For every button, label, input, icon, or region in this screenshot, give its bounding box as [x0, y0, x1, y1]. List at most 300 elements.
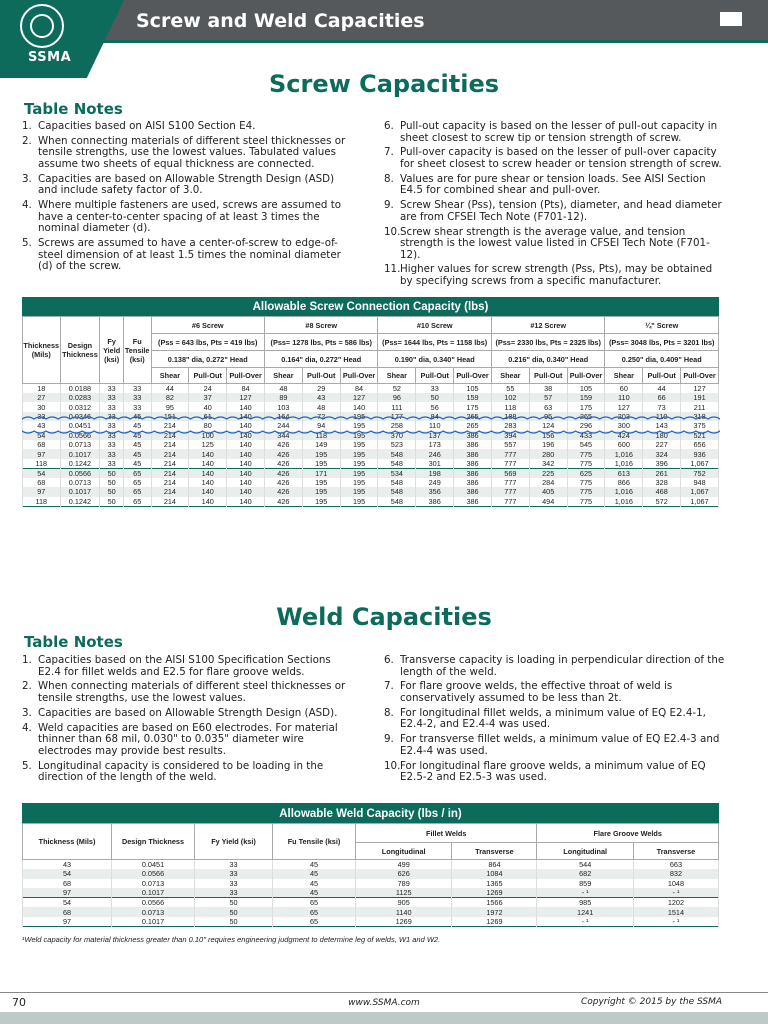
- screw-dims-header: 0.216" dia, 0.340" Head: [491, 351, 604, 368]
- table-cell: 33: [100, 412, 124, 421]
- sub-col-header: Pull-Over: [681, 368, 719, 384]
- table-cell: 214: [151, 421, 189, 430]
- table-cell: 149: [302, 440, 340, 449]
- table-cell: 214: [151, 459, 189, 469]
- note-text: Longitudinal capacity is considered to be loading in the direction of the length of the weld.: [38, 759, 324, 784]
- table-cell: 280: [529, 449, 567, 458]
- table-cell: 66: [643, 393, 681, 402]
- table-cell: 985: [537, 898, 633, 908]
- note-item: [22, 200, 354, 235]
- table-row: [23, 487, 719, 496]
- note-number: 4.: [22, 721, 32, 734]
- sub-col-header: Pull-Out: [302, 368, 340, 384]
- table-cell: 45: [123, 440, 151, 449]
- table-cell: 44: [643, 384, 681, 394]
- note-number: 2.: [22, 134, 32, 147]
- table-cell: 1241: [537, 907, 633, 917]
- note-number: 2.: [22, 680, 32, 693]
- table-cell: 72: [302, 412, 340, 421]
- table-cell: 55: [491, 384, 529, 394]
- table-cell: 196: [529, 440, 567, 449]
- table-cell: 386: [454, 431, 492, 440]
- note-text: For longitudinal flare groove welds, a minimum value of EQ E2.5-2 and E2.5-3 was used.: [400, 759, 706, 784]
- screw-size-header: #12 Screw: [491, 317, 604, 334]
- note-text: For transverse fillet welds, a minimum value of EQ E2.4-3 and E2.4-4 was used.: [400, 733, 720, 757]
- note-item: [22, 708, 354, 720]
- note-item: [384, 734, 726, 757]
- table-cell: 572: [643, 497, 681, 507]
- table-cell: 0.0713: [112, 879, 195, 889]
- screw-dims-header: 0.250" dia, 0.409" Head: [605, 351, 719, 368]
- table-cell: 73: [643, 402, 681, 411]
- table-cell: 33: [195, 879, 273, 889]
- table-cell: 180: [643, 431, 681, 440]
- table-cell: 1365: [452, 879, 537, 889]
- note-text: When connecting materials of different steel thicknesses or tensile strengths, use the lowest values. Tabulated values assume two sheets of equal thickness are connected.: [38, 134, 346, 170]
- sub-col-header: Transverse: [452, 843, 537, 860]
- table-cell: 656: [681, 440, 719, 449]
- table-cell: 140: [189, 478, 227, 487]
- table-cell: 45: [123, 431, 151, 440]
- sub-col-header: Pull-Over: [567, 368, 605, 384]
- table-cell: 95: [529, 412, 567, 421]
- table-cell: 188: [491, 412, 529, 421]
- table-row: [23, 393, 719, 402]
- table-cell: 45: [273, 879, 356, 889]
- table-cell: 45: [273, 869, 356, 879]
- table-cell: 777: [491, 497, 529, 507]
- table-cell: 45: [273, 888, 356, 898]
- note-text: Capacities are based on Allowable Strength Design (ASD).: [38, 706, 338, 719]
- section-title: Screw and Weld Capacities: [136, 10, 425, 32]
- table-cell: 140: [189, 487, 227, 496]
- table-cell: 65: [123, 497, 151, 507]
- table-cell: 195: [302, 478, 340, 487]
- table-cell: 195: [340, 412, 378, 421]
- logo-text: SSMA: [28, 50, 72, 65]
- table-row: [23, 431, 719, 440]
- table-row: [23, 497, 719, 507]
- table-cell: 424: [605, 431, 643, 440]
- table-cell: 33: [195, 860, 273, 870]
- table-cell: 1084: [452, 869, 537, 879]
- note-item: [384, 174, 726, 197]
- table-cell: 118: [23, 497, 61, 507]
- table-cell: 866: [605, 478, 643, 487]
- table-cell: 118: [491, 402, 529, 411]
- table-cell: 84: [340, 384, 378, 394]
- table-cell: 110: [605, 393, 643, 402]
- weld-notes-right: [384, 655, 726, 787]
- table-cell: 56: [416, 402, 454, 411]
- note-item: [384, 708, 726, 731]
- table-cell: 195: [340, 468, 378, 478]
- sub-col-header: Shear: [491, 368, 529, 384]
- table-cell: 1,067: [681, 497, 719, 507]
- table-cell: 33: [123, 402, 151, 411]
- table-cell: 261: [643, 468, 681, 478]
- table-cell: 60: [605, 384, 643, 394]
- table-cell: 752: [681, 468, 719, 478]
- table-row: [23, 869, 719, 879]
- table-cell: 468: [643, 487, 681, 496]
- table-cell: 1048: [633, 879, 718, 889]
- table-cell: 569: [491, 468, 529, 478]
- note-text: Capacities are based on Allowable Strength Design (ASD) and include safety factor of 3.0.: [38, 172, 335, 197]
- table-cell: 195: [302, 459, 340, 469]
- table-cell: 33: [100, 440, 124, 449]
- sub-col-header: Shear: [605, 368, 643, 384]
- table-cell: 214: [151, 487, 189, 496]
- table-cell: 318: [681, 412, 719, 421]
- table-cell: 777: [491, 449, 529, 458]
- table-cell: 214: [151, 431, 189, 440]
- table-cell: 356: [416, 487, 454, 496]
- table-cell: 265: [454, 421, 492, 430]
- screw-dims-header: 0.190" dia, 0.340" Head: [378, 351, 491, 368]
- note-item: [22, 238, 354, 273]
- table-cell: 54: [23, 869, 112, 879]
- table-cell: 265: [567, 412, 605, 421]
- table-cell: 859: [537, 879, 633, 889]
- table-cell: 33: [100, 449, 124, 458]
- table-cell: 105: [454, 384, 492, 394]
- note-number: 8.: [384, 706, 394, 719]
- note-number: 3.: [22, 706, 32, 719]
- table-cell: 175: [567, 402, 605, 411]
- table-cell: 61: [189, 412, 227, 421]
- weld-table-caption: Allowable Weld Capacity (lbs / in): [23, 804, 719, 824]
- table-cell: 45: [273, 860, 356, 870]
- sub-col-header: Shear: [378, 368, 416, 384]
- table-cell: 426: [264, 440, 302, 449]
- table-cell: 143: [643, 421, 681, 430]
- header-tab-marker: [720, 12, 742, 26]
- table-cell: 534: [378, 468, 416, 478]
- note-number: 9.: [384, 733, 394, 746]
- table-cell: 1140: [356, 907, 452, 917]
- table-cell: 43: [23, 421, 61, 430]
- note-number: 5.: [22, 759, 32, 772]
- table-cell: 127: [681, 384, 719, 394]
- table-cell: 65: [273, 917, 356, 927]
- table-cell: 140: [227, 487, 265, 496]
- table-cell: 50: [195, 898, 273, 908]
- table-cell: 33: [416, 384, 454, 394]
- table-cell: 832: [633, 869, 718, 879]
- table-cell: 65: [273, 907, 356, 917]
- table-cell: 214: [151, 468, 189, 478]
- note-item: [384, 147, 726, 170]
- table-cell: 48: [264, 384, 302, 394]
- note-text: Transverse capacity is loading in perpendicular direction of the length of the weld.: [400, 654, 725, 678]
- table-row: [23, 440, 719, 449]
- table-cell: 173: [416, 440, 454, 449]
- col-thickness: Thickness (Mils): [23, 824, 112, 860]
- note-number: 6.: [384, 120, 394, 132]
- table-cell: 433: [567, 431, 605, 440]
- table-cell: 1514: [633, 907, 718, 917]
- table-cell: 140: [227, 459, 265, 469]
- table-cell: 0.0713: [112, 907, 195, 917]
- table-cell: 33: [123, 384, 151, 394]
- table-cell: 84: [227, 384, 265, 394]
- note-text: For longitudinal fillet welds, a minimum value of EQ E2.4-1, E2.4-2, and E2.4-4 was used.: [400, 706, 706, 731]
- table-cell: 775: [567, 459, 605, 469]
- table-cell: 1,016: [605, 497, 643, 507]
- table-cell: 124: [529, 421, 567, 430]
- screw-strength-header: (Pss= 1644 lbs, Pts = 1158 lbs): [378, 334, 491, 351]
- note-item: [22, 174, 354, 197]
- table-row: [23, 917, 719, 927]
- table-cell: 1202: [633, 898, 718, 908]
- note-item: [22, 761, 354, 784]
- table-cell: 43: [302, 393, 340, 402]
- footer-url: www.SSMA.com: [348, 998, 420, 1008]
- table-cell: 249: [416, 478, 454, 487]
- note-text: Pull-over capacity is based on the lesser of pull-over capacity for sheet closest to screw header or tension strength of screw.: [400, 146, 722, 170]
- table-cell: 0.0566: [112, 898, 195, 908]
- table-cell: 426: [264, 478, 302, 487]
- screw-strength-header: (Pss= 2330 lbs, Pts = 2325 lbs): [491, 334, 604, 351]
- table-cell: 1566: [452, 898, 537, 908]
- table-cell: 544: [537, 860, 633, 870]
- table-cell: 68: [23, 907, 112, 917]
- table-cell: 125: [189, 440, 227, 449]
- sub-col-header: Pull-Over: [227, 368, 265, 384]
- table-cell: 94: [302, 421, 340, 430]
- table-cell: 137: [416, 431, 454, 440]
- table-cell: 296: [567, 421, 605, 430]
- note-text: For flare groove welds, the effective throat of weld is conservatively assumed to be less than 2t.: [400, 680, 673, 704]
- table-cell: 0.0566: [112, 869, 195, 879]
- table-row: [23, 478, 719, 487]
- table-cell: 244: [264, 421, 302, 430]
- screw-capacity-table: [22, 297, 719, 507]
- table-cell: 0.0451: [112, 860, 195, 870]
- table-cell: 38: [529, 384, 567, 394]
- col-fy: Fy Yield (ksi): [195, 824, 273, 860]
- screw-size-header: #8 Screw: [264, 317, 377, 334]
- table-cell: 95: [151, 402, 189, 411]
- sub-col-header: Shear: [264, 368, 302, 384]
- table-cell: 1,016: [605, 449, 643, 458]
- table-cell: 96: [378, 393, 416, 402]
- table-cell: 214: [151, 449, 189, 458]
- note-text: When connecting materials of different steel thicknesses or tensile strengths, use the lowest values.: [38, 680, 346, 704]
- table-row: [23, 412, 719, 421]
- table-cell: 227: [643, 440, 681, 449]
- col-fy: Fy Yield (ksi): [100, 317, 124, 384]
- table-row: [23, 860, 719, 870]
- table-cell: 140: [227, 497, 265, 507]
- table-cell: - ¹: [633, 917, 718, 927]
- table-cell: 50: [195, 917, 273, 927]
- sub-col-header: Pull-Out: [643, 368, 681, 384]
- note-number: 3.: [22, 172, 32, 185]
- table-cell: 548: [378, 487, 416, 496]
- note-item: [22, 723, 354, 758]
- table-cell: 1,067: [681, 487, 719, 496]
- weld-notes-left: [22, 655, 354, 787]
- table-cell: 89: [264, 393, 302, 402]
- table-cell: 386: [454, 440, 492, 449]
- table-cell: 45: [123, 421, 151, 430]
- table-cell: 54: [23, 898, 112, 908]
- note-number: 10.: [384, 759, 401, 772]
- table-cell: - ¹: [633, 888, 718, 898]
- table-cell: 494: [529, 497, 567, 507]
- note-item: [384, 681, 726, 704]
- table-cell: 48: [302, 402, 340, 411]
- col-fu: Fu Tensile (ksi): [123, 317, 151, 384]
- note-number: 5.: [22, 237, 32, 250]
- table-cell: 195: [340, 421, 378, 430]
- table-row: [23, 384, 719, 394]
- table-cell: 171: [302, 468, 340, 478]
- table-cell: 548: [378, 459, 416, 469]
- page-footer: [0, 992, 768, 1024]
- note-text: Screw Shear (Pss), tension (Pts), diameter, and head diameter are from CFSEI Tech Note (F701-12).: [400, 199, 722, 223]
- table-cell: 140: [227, 421, 265, 430]
- table-cell: 214: [151, 478, 189, 487]
- table-cell: 50: [100, 497, 124, 507]
- table-cell: 777: [491, 487, 529, 496]
- table-cell: 426: [264, 487, 302, 496]
- table-cell: 195: [340, 487, 378, 496]
- screw-table-caption: Allowable Screw Connection Capacity (lbs): [23, 298, 719, 317]
- note-item: [22, 681, 354, 704]
- table-cell: 68: [23, 440, 61, 449]
- table-cell: 548: [378, 449, 416, 458]
- table-cell: 1,016: [605, 459, 643, 469]
- footer-band: [0, 1012, 768, 1024]
- note-number: 6.: [384, 654, 394, 666]
- screw-strength-header: (Pss= 3048 lbs, Pts = 3201 lbs): [605, 334, 719, 351]
- table-cell: 30: [23, 402, 61, 411]
- table-cell: 65: [273, 898, 356, 908]
- table-cell: 33: [100, 393, 124, 402]
- table-cell: 191: [681, 393, 719, 402]
- table-cell: 50: [195, 907, 273, 917]
- table-cell: 0.1242: [60, 459, 100, 469]
- table-cell: 203: [605, 412, 643, 421]
- table-cell: 1,016: [605, 487, 643, 496]
- table-cell: 386: [454, 459, 492, 469]
- table-cell: 127: [227, 393, 265, 402]
- table-cell: 613: [605, 468, 643, 478]
- table-cell: 682: [537, 869, 633, 879]
- table-cell: 33: [100, 431, 124, 440]
- table-cell: 777: [491, 478, 529, 487]
- table-cell: 328: [643, 478, 681, 487]
- table-cell: 52: [378, 384, 416, 394]
- table-cell: 140: [189, 497, 227, 507]
- screw-strength-header: (Pss = 643 lbs, Pts = 419 lbs): [151, 334, 264, 351]
- table-cell: 140: [227, 412, 265, 421]
- screw-size-header: ¼" Screw: [605, 317, 719, 334]
- table-cell: 65: [123, 478, 151, 487]
- sub-col-header: Pull-Over: [340, 368, 378, 384]
- table-cell: 110: [416, 421, 454, 430]
- table-cell: 426: [264, 468, 302, 478]
- fillet-welds-header: Fillet Welds: [356, 824, 537, 843]
- table-cell: 45: [123, 449, 151, 458]
- table-cell: 80: [189, 421, 227, 430]
- table-cell: 0.1242: [60, 497, 100, 507]
- table-cell: 301: [416, 459, 454, 469]
- table-cell: 156: [529, 431, 567, 440]
- note-number: 4.: [22, 199, 32, 212]
- table-row: [23, 907, 719, 917]
- table-cell: 396: [643, 459, 681, 469]
- table-cell: 905: [356, 898, 452, 908]
- table-cell: 37: [189, 393, 227, 402]
- table-cell: 0.0713: [60, 478, 100, 487]
- table-cell: 33: [195, 869, 273, 879]
- table-cell: 386: [454, 497, 492, 507]
- table-cell: 548: [378, 497, 416, 507]
- note-number: 1.: [22, 654, 32, 666]
- note-number: 9.: [384, 199, 394, 212]
- table-cell: 214: [151, 497, 189, 507]
- header-accent-line: [0, 40, 768, 43]
- table-cell: 195: [302, 487, 340, 496]
- table-cell: 523: [378, 440, 416, 449]
- note-text: Capacities based on the AISI S100 Specification Sections E2.4 for fillet welds and E2.5 for flare groove welds.: [38, 654, 331, 678]
- table-cell: 1269: [452, 888, 537, 898]
- table-cell: 386: [416, 497, 454, 507]
- ssma-emblem-icon: [20, 4, 64, 48]
- note-text: Screws are assumed to have a center-of-screw to edge-of-steel dimension of at least 1.5 times the nominal diameter (d) of the screw.: [38, 237, 341, 273]
- table-cell: 110: [643, 412, 681, 421]
- table-cell: 33: [23, 412, 61, 421]
- table-cell: 0.1017: [112, 888, 195, 898]
- table-cell: 777: [491, 459, 529, 469]
- table-cell: 1972: [452, 907, 537, 917]
- col-fu: Fu Tensile (ksi): [273, 824, 356, 860]
- table-cell: 225: [529, 468, 567, 478]
- table-cell: 789: [356, 879, 452, 889]
- table-cell: 548: [378, 478, 416, 487]
- table-cell: 775: [567, 478, 605, 487]
- col-design-thickness: Design Thickness: [60, 317, 100, 384]
- table-cell: 864: [452, 860, 537, 870]
- table-cell: 375: [681, 421, 719, 430]
- note-item: [384, 121, 726, 144]
- table-cell: 386: [454, 487, 492, 496]
- table-row: [23, 898, 719, 908]
- table-row: [23, 888, 719, 898]
- sub-col-header: Longitudinal: [356, 843, 452, 860]
- note-text: Higher values for screw strength (Pss, Pts), may be obtained by specifying screws from a specific manufacturer.: [400, 263, 713, 288]
- sub-col-header: Transverse: [633, 843, 718, 860]
- table-cell: - ¹: [537, 917, 633, 927]
- table-cell: 140: [227, 468, 265, 478]
- table-cell: 195: [340, 431, 378, 440]
- table-cell: 45: [123, 412, 151, 421]
- table-cell: 177: [378, 412, 416, 421]
- sub-col-header: Pull-Out: [529, 368, 567, 384]
- table-cell: 0.0346: [60, 412, 100, 421]
- table-cell: 151: [151, 412, 189, 421]
- weld-capacity-table: [22, 803, 719, 927]
- sub-col-header: Pull-Out: [416, 368, 454, 384]
- table-cell: 394: [491, 431, 529, 440]
- note-text: Pull-out capacity is based on the lesser of pull-out capacity in sheet closest to screw tip or tension strength of screw.: [400, 120, 718, 144]
- table-cell: 195: [340, 459, 378, 469]
- sub-col-header: Shear: [151, 368, 189, 384]
